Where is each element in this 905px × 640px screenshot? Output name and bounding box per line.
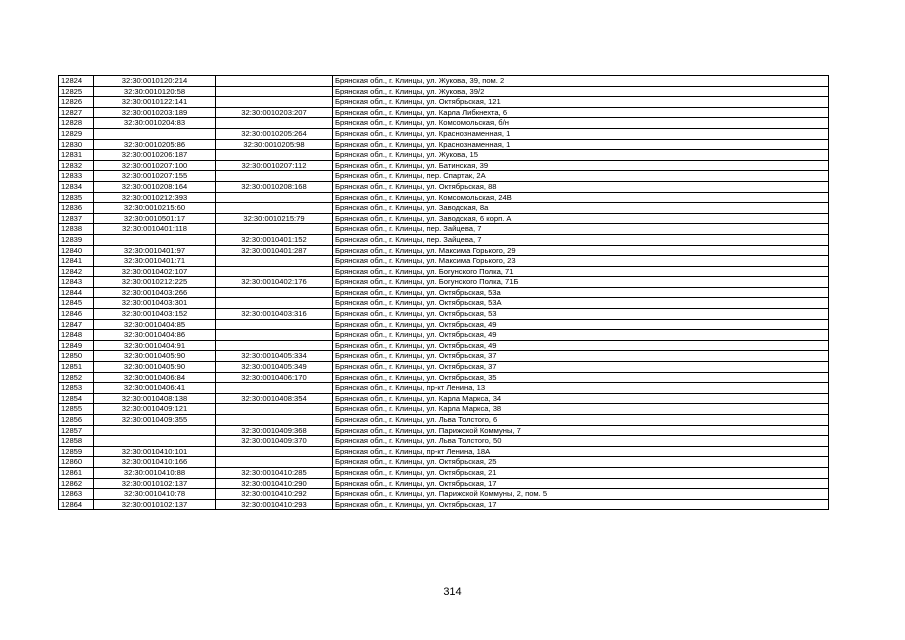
related-cadastral-number-cell: 32:30:0010410:293 bbox=[216, 499, 333, 510]
related-cadastral-number-cell bbox=[216, 457, 333, 468]
table-row bbox=[59, 181, 829, 192]
related-cadastral-number-cell bbox=[216, 192, 333, 203]
address-cell: Брянская обл., г. Клинцы, ул. Октябрьская, 53 bbox=[333, 309, 829, 320]
address-cell: Брянская обл., г. Клинцы, ул. Комсомольская, 24В bbox=[333, 192, 829, 203]
cadastral-number-cell: 32:30:0010206:187 bbox=[94, 150, 216, 161]
related-cadastral-number-cell bbox=[216, 415, 333, 426]
address-cell: Брянская обл., г. Клинцы, ул. Богунского Полка, 71Б bbox=[333, 277, 829, 288]
table-row bbox=[59, 415, 829, 426]
table-row bbox=[59, 298, 829, 309]
table-row bbox=[59, 234, 829, 245]
cadastral-number-cell: 32:30:0010207:100 bbox=[94, 160, 216, 171]
table-row bbox=[59, 467, 829, 478]
cadastral-number-cell bbox=[94, 128, 216, 139]
table-row bbox=[59, 245, 829, 256]
row-number-cell: 12846 bbox=[59, 309, 94, 320]
row-number-cell: 12852 bbox=[59, 372, 94, 383]
row-number-cell: 12834 bbox=[59, 181, 94, 192]
row-number-cell: 12856 bbox=[59, 415, 94, 426]
table-row bbox=[59, 277, 829, 288]
address-cell: Брянская обл., г. Клинцы, ул. Октябрьская, 25 bbox=[333, 457, 829, 468]
address-cell: Брянская обл., г. Клинцы, ул. Жукова, 39/2 bbox=[333, 86, 829, 97]
cadastral-number-cell: 32:30:0010410:166 bbox=[94, 457, 216, 468]
related-cadastral-number-cell: 32:30:0010409:368 bbox=[216, 425, 333, 436]
address-cell: Брянская обл., г. Клинцы, ул. Парижской Коммуны, 2, пом. 5 bbox=[333, 489, 829, 500]
row-number-cell: 12829 bbox=[59, 128, 94, 139]
table-row bbox=[59, 118, 829, 129]
address-cell: Брянская обл., г. Клинцы, ул. Жукова, 39, пом. 2 bbox=[333, 76, 829, 87]
table-row bbox=[59, 192, 829, 203]
cadastral-number-cell: 32:30:0010205:86 bbox=[94, 139, 216, 150]
cadastral-number-cell: 32:30:0010404:86 bbox=[94, 330, 216, 341]
related-cadastral-number-cell: 32:30:0010203:207 bbox=[216, 107, 333, 118]
address-cell: Брянская обл., г. Клинцы, ул. Октябрьская, 53а bbox=[333, 287, 829, 298]
related-cadastral-number-cell: 32:30:0010410:285 bbox=[216, 467, 333, 478]
related-cadastral-number-cell bbox=[216, 224, 333, 235]
cadastral-number-cell: 32:30:0010102:137 bbox=[94, 478, 216, 489]
row-number-cell: 12836 bbox=[59, 203, 94, 214]
row-number-cell: 12844 bbox=[59, 287, 94, 298]
row-number-cell: 12840 bbox=[59, 245, 94, 256]
cadastral-number-cell: 32:30:0010403:266 bbox=[94, 287, 216, 298]
table-row bbox=[59, 425, 829, 436]
table-row bbox=[59, 404, 829, 415]
address-cell: Брянская обл., г. Клинцы, ул. Заводская, 8а bbox=[333, 203, 829, 214]
address-cell: Брянская обл., г. Клинцы, ул. Батинская, 39 bbox=[333, 160, 829, 171]
address-cell: Брянская обл., г. Клинцы, ул. Октябрьская, 53А bbox=[333, 298, 829, 309]
cadastral-number-cell bbox=[94, 234, 216, 245]
related-cadastral-number-cell bbox=[216, 383, 333, 394]
table-row bbox=[59, 393, 829, 404]
related-cadastral-number-cell bbox=[216, 256, 333, 267]
cadastral-number-cell: 32:30:0010406:41 bbox=[94, 383, 216, 394]
cadastral-number-cell: 32:30:0010120:58 bbox=[94, 86, 216, 97]
address-cell: Брянская обл., г. Клинцы, ул. Краснознаменная, 1 bbox=[333, 139, 829, 150]
table-row bbox=[59, 171, 829, 182]
cadastral-number-cell: 32:30:0010406:84 bbox=[94, 372, 216, 383]
address-cell: Брянская обл., г. Клинцы, ул. Октябрьская, 37 bbox=[333, 362, 829, 373]
cadastral-number-cell: 32:30:0010207:155 bbox=[94, 171, 216, 182]
address-cell: Брянская обл., г. Клинцы, ул. Жукова, 15 bbox=[333, 150, 829, 161]
cadastral-number-cell: 32:30:0010404:91 bbox=[94, 340, 216, 351]
address-cell: Брянская обл., г. Клинцы, ул. Максима Горького, 23 bbox=[333, 256, 829, 267]
address-cell: Брянская обл., г. Клинцы, пр-кт Ленина, 13 bbox=[333, 383, 829, 394]
table-row bbox=[59, 319, 829, 330]
row-number-cell: 12825 bbox=[59, 86, 94, 97]
cadastral-number-cell: 32:30:0010120:214 bbox=[94, 76, 216, 87]
row-number-cell: 12842 bbox=[59, 266, 94, 277]
cadastral-number-cell bbox=[94, 436, 216, 447]
row-number-cell: 12838 bbox=[59, 224, 94, 235]
cadastral-number-cell: 32:30:0010410:78 bbox=[94, 489, 216, 500]
cadastral-number-cell: 32:30:0010405:90 bbox=[94, 351, 216, 362]
row-number-cell: 12849 bbox=[59, 340, 94, 351]
row-number-cell: 12850 bbox=[59, 351, 94, 362]
row-number-cell: 12847 bbox=[59, 319, 94, 330]
row-number-cell: 12827 bbox=[59, 107, 94, 118]
address-cell: Брянская обл., г. Клинцы, ул. Парижской Коммуны, 7 bbox=[333, 425, 829, 436]
row-number-cell: 12863 bbox=[59, 489, 94, 500]
related-cadastral-number-cell bbox=[216, 446, 333, 457]
related-cadastral-number-cell bbox=[216, 86, 333, 97]
row-number-cell: 12839 bbox=[59, 234, 94, 245]
cadastral-number-cell: 32:30:0010409:121 bbox=[94, 404, 216, 415]
table-row bbox=[59, 139, 829, 150]
registry-table-body bbox=[59, 76, 829, 510]
row-number-cell: 12826 bbox=[59, 97, 94, 108]
row-number-cell: 12858 bbox=[59, 436, 94, 447]
related-cadastral-number-cell: 32:30:0010207:112 bbox=[216, 160, 333, 171]
table-row bbox=[59, 351, 829, 362]
related-cadastral-number-cell bbox=[216, 287, 333, 298]
related-cadastral-number-cell bbox=[216, 340, 333, 351]
row-number-cell: 12860 bbox=[59, 457, 94, 468]
row-number-cell: 12845 bbox=[59, 298, 94, 309]
related-cadastral-number-cell bbox=[216, 150, 333, 161]
table-row bbox=[59, 160, 829, 171]
related-cadastral-number-cell: 32:30:0010409:370 bbox=[216, 436, 333, 447]
related-cadastral-number-cell bbox=[216, 76, 333, 87]
related-cadastral-number-cell bbox=[216, 203, 333, 214]
row-number-cell: 12864 bbox=[59, 499, 94, 510]
row-number-cell: 12835 bbox=[59, 192, 94, 203]
cadastral-number-cell: 32:30:0010122:141 bbox=[94, 97, 216, 108]
table-row bbox=[59, 340, 829, 351]
cadastral-number-cell: 32:30:0010212:225 bbox=[94, 277, 216, 288]
table-row bbox=[59, 330, 829, 341]
related-cadastral-number-cell bbox=[216, 319, 333, 330]
address-cell: Брянская обл., г. Клинцы, ул. Октябрьская, 17 bbox=[333, 499, 829, 510]
address-cell: Брянская обл., г. Клинцы, ул. Октябрьская, 35 bbox=[333, 372, 829, 383]
cadastral-number-cell: 32:30:0010402:107 bbox=[94, 266, 216, 277]
table-row bbox=[59, 256, 829, 267]
row-number-cell: 12857 bbox=[59, 425, 94, 436]
cadastral-number-cell: 32:30:0010203:189 bbox=[94, 107, 216, 118]
related-cadastral-number-cell: 32:30:0010410:290 bbox=[216, 478, 333, 489]
related-cadastral-number-cell bbox=[216, 298, 333, 309]
cadastral-number-cell: 32:30:0010408:138 bbox=[94, 393, 216, 404]
cadastral-number-cell: 32:30:0010401:118 bbox=[94, 224, 216, 235]
table-row bbox=[59, 97, 829, 108]
address-cell: Брянская обл., г. Клинцы, ул. Октябрьская, 17 bbox=[333, 478, 829, 489]
row-number-cell: 12861 bbox=[59, 467, 94, 478]
address-cell: Брянская обл., г. Клинцы, ул. Октябрьская, 49 bbox=[333, 340, 829, 351]
table-row bbox=[59, 446, 829, 457]
row-number-cell: 12841 bbox=[59, 256, 94, 267]
related-cadastral-number-cell: 32:30:0010401:152 bbox=[216, 234, 333, 245]
related-cadastral-number-cell: 32:30:0010205:98 bbox=[216, 139, 333, 150]
row-number-cell: 12855 bbox=[59, 404, 94, 415]
related-cadastral-number-cell bbox=[216, 330, 333, 341]
table-row bbox=[59, 499, 829, 510]
table-row bbox=[59, 436, 829, 447]
address-cell: Брянская обл., г. Клинцы, ул. Карла Маркса, 38 bbox=[333, 404, 829, 415]
address-cell: Брянская обл., г. Клинцы, ул. Льва Толстого, 6 bbox=[333, 415, 829, 426]
related-cadastral-number-cell: 32:30:0010401:287 bbox=[216, 245, 333, 256]
cadastral-number-cell: 32:30:0010409:355 bbox=[94, 415, 216, 426]
related-cadastral-number-cell: 32:30:0010405:334 bbox=[216, 351, 333, 362]
table-row bbox=[59, 478, 829, 489]
address-cell: Брянская обл., г. Клинцы, ул. Краснознаменная, 1 bbox=[333, 128, 829, 139]
cadastral-number-cell: 32:30:0010410:88 bbox=[94, 467, 216, 478]
table-row bbox=[59, 372, 829, 383]
address-cell: Брянская обл., г. Клинцы, ул. Максима Горького, 29 bbox=[333, 245, 829, 256]
address-cell: Брянская обл., г. Клинцы, ул. Октябрьская, 21 bbox=[333, 467, 829, 478]
cadastral-number-cell: 32:30:0010208:164 bbox=[94, 181, 216, 192]
address-cell: Брянская обл., г. Клинцы, ул. Октябрьская, 49 bbox=[333, 319, 829, 330]
address-cell: Брянская обл., г. Клинцы, пер. Зайцева, 7 bbox=[333, 234, 829, 245]
address-cell: Брянская обл., г. Клинцы, ул. Комсомольская, б/н bbox=[333, 118, 829, 129]
row-number-cell: 12837 bbox=[59, 213, 94, 224]
table-row bbox=[59, 203, 829, 214]
related-cadastral-number-cell: 32:30:0010208:168 bbox=[216, 181, 333, 192]
address-cell: Брянская обл., г. Клинцы, ул. Льва Толстого, 50 bbox=[333, 436, 829, 447]
related-cadastral-number-cell: 32:30:0010406:170 bbox=[216, 372, 333, 383]
related-cadastral-number-cell bbox=[216, 171, 333, 182]
related-cadastral-number-cell: 32:30:0010205:264 bbox=[216, 128, 333, 139]
row-number-cell: 12832 bbox=[59, 160, 94, 171]
related-cadastral-number-cell bbox=[216, 266, 333, 277]
table-row bbox=[59, 309, 829, 320]
cadastral-number-cell: 32:30:0010405:90 bbox=[94, 362, 216, 373]
row-number-cell: 12862 bbox=[59, 478, 94, 489]
address-cell: Брянская обл., г. Клинцы, ул. Октябрьская, 37 bbox=[333, 351, 829, 362]
table-row bbox=[59, 213, 829, 224]
related-cadastral-number-cell bbox=[216, 118, 333, 129]
row-number-cell: 12828 bbox=[59, 118, 94, 129]
address-cell: Брянская обл., г. Клинцы, пр-кт Ленина, 18А bbox=[333, 446, 829, 457]
address-cell: Брянская обл., г. Клинцы, пер. Спартак, 2А bbox=[333, 171, 829, 182]
cadastral-number-cell: 32:30:0010403:301 bbox=[94, 298, 216, 309]
address-cell: Брянская обл., г. Клинцы, ул. Заводская, 6 корп. А bbox=[333, 213, 829, 224]
row-number-cell: 12824 bbox=[59, 76, 94, 87]
row-number-cell: 12843 bbox=[59, 277, 94, 288]
related-cadastral-number-cell bbox=[216, 404, 333, 415]
related-cadastral-number-cell: 32:30:0010410:292 bbox=[216, 489, 333, 500]
address-cell: Брянская обл., г. Клинцы, ул. Октябрьская, 121 bbox=[333, 97, 829, 108]
table-row bbox=[59, 86, 829, 97]
cadastral-number-cell: 32:30:0010404:85 bbox=[94, 319, 216, 330]
table-row bbox=[59, 287, 829, 298]
cadastral-number-cell: 32:30:0010401:71 bbox=[94, 256, 216, 267]
address-cell: Брянская обл., г. Клинцы, ул. Богунского Полка, 71 bbox=[333, 266, 829, 277]
table-row bbox=[59, 362, 829, 373]
address-cell: Брянская обл., г. Клинцы, пер. Зайцева, 7 bbox=[333, 224, 829, 235]
table-row bbox=[59, 489, 829, 500]
table-row bbox=[59, 150, 829, 161]
address-cell: Брянская обл., г. Клинцы, ул. Карла Либкнехта, 6 bbox=[333, 107, 829, 118]
row-number-cell: 12859 bbox=[59, 446, 94, 457]
table-row bbox=[59, 224, 829, 235]
cadastral-number-cell: 32:30:0010212:393 bbox=[94, 192, 216, 203]
row-number-cell: 12848 bbox=[59, 330, 94, 341]
related-cadastral-number-cell: 32:30:0010403:316 bbox=[216, 309, 333, 320]
cadastral-number-cell: 32:30:0010410:101 bbox=[94, 446, 216, 457]
cadastral-number-cell: 32:30:0010102:137 bbox=[94, 499, 216, 510]
related-cadastral-number-cell: 32:30:0010402:176 bbox=[216, 277, 333, 288]
row-number-cell: 12833 bbox=[59, 171, 94, 182]
address-cell: Брянская обл., г. Клинцы, ул. Октябрьская, 49 bbox=[333, 330, 829, 341]
cadastral-number-cell: 32:30:0010215:60 bbox=[94, 203, 216, 214]
cadastral-number-cell bbox=[94, 425, 216, 436]
address-cell: Брянская обл., г. Клинцы, ул. Карла Маркса, 34 bbox=[333, 393, 829, 404]
table-row bbox=[59, 457, 829, 468]
cadastral-number-cell: 32:30:0010403:152 bbox=[94, 309, 216, 320]
row-number-cell: 12831 bbox=[59, 150, 94, 161]
row-number-cell: 12830 bbox=[59, 139, 94, 150]
registry-table bbox=[58, 75, 829, 510]
related-cadastral-number-cell: 32:30:0010215:79 bbox=[216, 213, 333, 224]
related-cadastral-number-cell bbox=[216, 97, 333, 108]
cadastral-number-cell: 32:30:0010204:83 bbox=[94, 118, 216, 129]
row-number-cell: 12854 bbox=[59, 393, 94, 404]
table-row bbox=[59, 76, 829, 87]
row-number-cell: 12851 bbox=[59, 362, 94, 373]
page-number: 314 bbox=[443, 586, 462, 598]
table-row bbox=[59, 107, 829, 118]
cadastral-number-cell: 32:30:0010401:97 bbox=[94, 245, 216, 256]
table-row bbox=[59, 383, 829, 394]
address-cell: Брянская обл., г. Клинцы, ул. Октябрьская, 88 bbox=[333, 181, 829, 192]
table-row bbox=[59, 266, 829, 277]
related-cadastral-number-cell: 32:30:0010408:354 bbox=[216, 393, 333, 404]
cadastral-number-cell: 32:30:0010501:17 bbox=[94, 213, 216, 224]
table-row bbox=[59, 128, 829, 139]
related-cadastral-number-cell: 32:30:0010405:349 bbox=[216, 362, 333, 373]
row-number-cell: 12853 bbox=[59, 383, 94, 394]
